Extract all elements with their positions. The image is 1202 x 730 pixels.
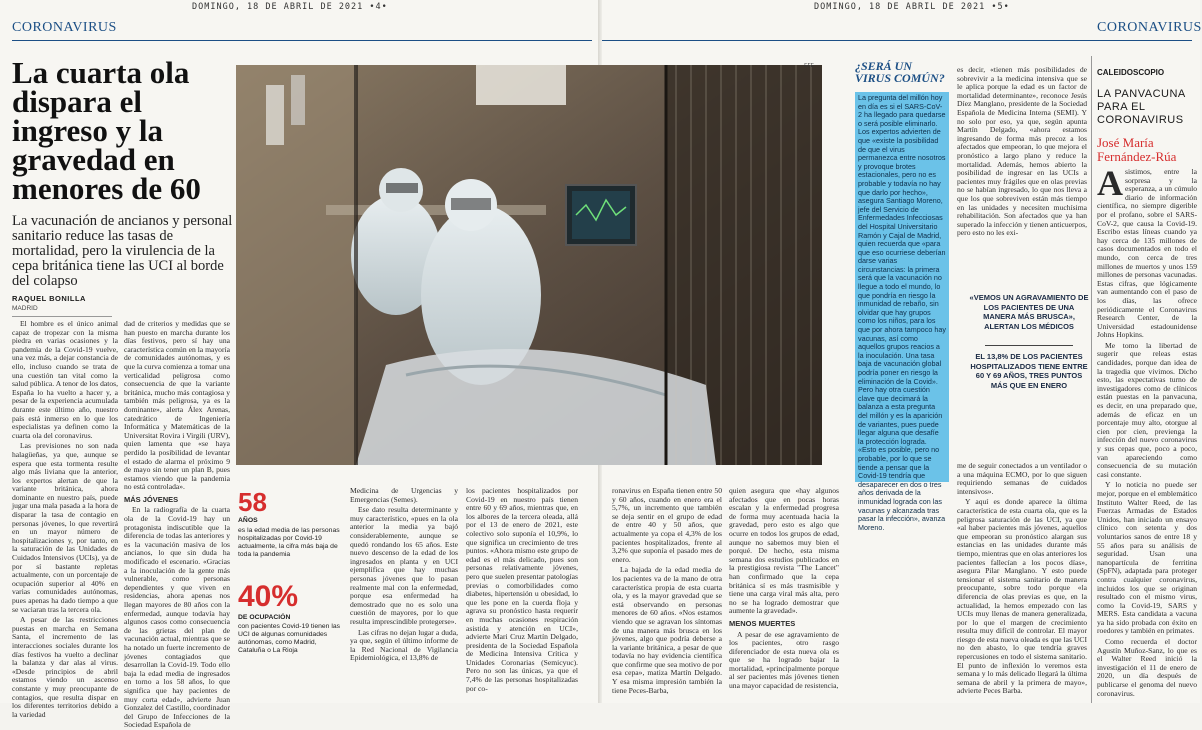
paragraph: Medicina de Urgencias y Emergencias (Semes). (350, 486, 458, 504)
stat-58-text: es la edad media de las personas hospitalizadas por Covid-19 actualmente, la cifra más baja de toda la pandemia (238, 527, 340, 558)
headline: La cuarta ola dispara el ingreso y la gravedad en menores de 60 (12, 55, 201, 206)
paragraph: Y aquí es donde aparece la última característica de esta cuarta ola, que es la peligrosa saturación de las UCI, ya que «al haber pacientes más jóvenes, aquellos que empeoran su pronóstico alargan sus estancias en las unidades durante más tiempo, mientras que en olas anteriores los pacientes fallecían a los pocos días», asegura Pilar Manglano. Y esto puede tensionar el sistema sanitario de manera preocupante, sobre todo porque «la diferencia de olas previas es que, en la actualidad, la hemos empezado con las UCIs muy llenas de manera generalizada, por lo que el margen de crecimiento resulta muy difícil de controlar. El mayor riesgo de esta nueva oleada es que las UCI no den abasto, lo que tendría graves repercusiones en todo el sistema sanitario. El punto de inflexión lo veremos esta semana y lo más delicado llegará la última semana de abril y la primera de mayo», advierte Peces Barba. (957, 497, 1087, 696)
paragraph: quien asegura que «hay algunos afectados que en pocas horas escalan y la enfermedad progresa de forma muy acentuada hacia la gravedad, pero esto es algo que ocurre en todos los grupos de edad, aunque no sabemos muy bien el porqué. De hecho, esta misma semana dos estudios publicados en la prestigiosa revista "The Lancet" han confirmado que la cepa británica sí es más trasmisible y tiene una carga viral más alta, pero no se ha logrado demostrar que aumente la gravedad». (729, 486, 839, 616)
paragraph: ronavirus en España tienen entre 50 y 60 años, cuando en enero era el 5,7%, un incremento que también se deja sentir en el grupo de edad de entre 40 y 50 años, que actualmente ya copa el 4,3% de los pacientes hospitalizados, frente al 3,2% que suponía el pasado mes de enero. (612, 486, 722, 564)
paragraph: los pacientes hospitalizados por Covid-19 en nuestro país tienen entre 60 y 69 años, mientras que, en los albores de la tercera oleada, allá por el 13 de enero de 2021, este colectivo solo suponía el 10,9%, lo que significa un crecimiento de tres puntos. «Ahora mismo este grupo de edad es el más delicado, pues son personas relativamente jóvenes, pero que suelen presentar patologías previas o comorbilidades como diabetes, hipertensión u obesidad, lo que les pone en la cuerda floja y agrava su pronóstico hasta requerir en muchas ocasiones respiración asistida y atención en UCI», advierte Mari Cruz Martín Delgado, presidenta de la Sociedad Española de Medicina Intensiva Crítica y Unidades Coronarias (Semicyuc). Pero no son las únicas, ya que el 7,4% de las personas hospitalizadas por co- (466, 486, 578, 693)
pullquote-2: EL 13,8% DE LOS PACIENTES HOSPITALIZADOS TIENE ENTRE 60 Y 69 AÑOS, TRES PUNTOS MÁS QUE EN ENERO (970, 352, 1088, 390)
paragraph: La bajada de la edad media de los pacientes va de la mano de otra característica propia de esta cuarta ola, y es la mayor gravedad que se está observando en personas menores de 60 años. «Nos estamos viendo que se agravan los síntomas de una manera más brusca en los jóvenes, algo que podría deberse a la variante británica, a pesar de que todavía no hay evidencia científica que confirme que sea motivo de por esa cepa», matiza Martín Delgado. Y esa misma impresión también la tiene Peces-Barba, (612, 565, 722, 695)
byline-rule (12, 316, 112, 317)
deck: La vacunación de ancianos y personal sanitario reduce las tasas de mortalidad, pero la virulencia de la cepa británica tiene las UCI al borde del colapso (12, 213, 233, 289)
stat-58-value: 58 (238, 487, 267, 517)
paragraph: Me tomo la libertad de sugerir que releas estas candidades, porque dan idea de la tragedia que vivimos. Dicho esto, las expectativas turno de investigadores como de clínicos están puestas en la panvacuna, es decir, en una preparado que, además de eficaz en un porcentaje muy alto, otorgue al cien por cien, previenga la infección del nuevo coronavirus y sus cepas que, poco a poco, van apareciendo como consecuencia de su mutación casi constante. (1097, 340, 1197, 479)
opinion-body (1097, 163, 1197, 703)
pullquote-rule (985, 345, 1073, 346)
paragraph: Y lo noticia no puede ser mejor, porque en el emblemático Instituto Walter Reed, de las Fuerzas Armadas de Estados Unidos, han iniciado un ensayo clínico con setenta y dos voluntarios sanos de entre 18 y 55 años para su análisis de seguridad. Usan una nanopartícula de ferritina (SpFN), adaptada para proteger contra cualquier coronavirus, incluidos los que se originan resultado con el mismo virus, como la Covid-19, SARS y MERS. Esta candidata a vacuna ya ha sido probada con éxito en roedores y también en primates. (1097, 480, 1197, 636)
sidebar-text: La pregunta del millón hoy en día es si el SARS-CoV-2 ha llegado para quedarse o será posible eliminarlo. Los expertos advierten de que «existe la posibilidad de que el virus permanezca entre nosotros y provoque brotes estacionales, pero no es probable y todavía no hay que darlo por hecho», asegura Santiago Moreno, jefe del Servicio de Enfermedades Infecciosas del Hospital Universitario Ramón y Cajal de Madrid, quien recuerda que «para que eso ocurriese deberían darse varias circunstancias: la primera será que la vacunación no llegue a todo el mundo, lo que pondría en riesgo la inmunidad de rebaño, sin olvidar que hay grupos como los niños, para los que por ahora tampoco hay vacunas, así como aquellos grupos reacios a la inoculación. Una tasa baja de vacunación global podría poner en riesgo la eliminación de la Covid». Pero hay otra cuestión clave que decimará la balanza a esta pregunta del millón y es la aparición de variantes, pues puede llegar alguna que desafíe la protección lograda. «Esto es posible, pero no probable, por lo que se tiende a pensar que la Covid-19 tendría que desaparecer en dos o tres años derivada de la inmunidad lograda con las vacunas y alcanzada tras pasar la infección», avanza Moreno. (858, 93, 946, 532)
body-column-1 (12, 319, 118, 719)
subhead-mas-jovenes: MÁS JÓVENES (124, 494, 179, 504)
stat-40-unit: DE OCUPACIÓN (238, 614, 291, 621)
paragraph: dad de criterios y medidas que se han puesto en marcha durante los días festivos, pero sí hay una característica común en la mayoría de comunidades autónomas, y es que la curva comienza a tomar una verticalidad peligrosa como consecuencia de que la variante británica, mucho más contagiosa y también más peligrosa, ya es la dominante», alerta Álex Arenas, catedrático de Ingeniería Informática y Matemáticas de la Universitat Rovira i Virgili (URV), quien lamenta que «se haya perdido la posibilidad de levantar el estado de alarma el próximo 9 de mayo sin tener un plan B, pues estamos viendo que la pandemia no está controlada». (124, 319, 231, 492)
section-label-left: CORONAVIRUS (12, 20, 117, 35)
paragraph: A pesar de las restricciones puestas en marcha en Semana Santa, el incremento de las interacciones sociales durante los días festivos ha vuelto a declinar la balanza y dar alas al virus. «Desde principios de abril estamos viendo un ascenso constante y muy preocupante de contagios, que resulta dispar en los diferentes territorios debido a la variedad (12, 615, 118, 719)
paragraph: es decir, «tienen más posibilidades de sobrevivir a la medicina intensiva que se le aplica porque la edad es un factor de mortalidad determinante», reconoce Jesús Díez Manglano, presidente de la Sociedad Española de Medicina Interna (SEMI). Y no solo por eso, ya que, según apunta Martín Delgado, «ahora estamos ingresando de forma más precoz a los afectados que empeoran, lo que mejora el pronóstico a largo plano y reduce la mortalidad. Además, hemos abierto la posibilidad de ingresar en las UCIs a pacientes muy frágiles que en olas previas no se habían ingresado, lo que nos lleva a que los que sobreviven están más tiempo en las unidades y necesiten muchísima rehabilitación. Son afectados que ya han superado la infección y tienen anticuerpos, pero esto no les exi- (957, 65, 1087, 238)
body-column-6 (729, 487, 839, 703)
body-column-7 (957, 66, 1087, 278)
paragraph: A pesar de ese agravamiento de los pacientes, otro rasgo diferenciador de esta nueva ola es que se ha logrado bajar la mortalidad, «principalmente porque al ser pacientes más jóvenes tienen una mayor capacidad de resistencia, (729, 629, 839, 691)
stat-58-unit: AÑOS (238, 517, 258, 524)
paragraph: Ese dato resulta determinante y muy característico, «pues en la ola anterior la media ya bajó considerablemente, aunque se quedó rondando los 65 años. Este nuevo descenso de la edad de los ingresados en planta y en UCI ejemplifica que hay muchas personas jóvenes que lo pasan realmente mal con la enfermedad, porque esa enfermedad ha demostrado que no es solo una cuestión de mayores, por lo que resulta imprescindible protegerse». (350, 505, 458, 626)
sidebar-title: ¿SERÁ UN VIRUS COMÚN? (855, 59, 945, 85)
subhead-menos-muertes: MENOS MUERTES (729, 618, 796, 628)
body-column-8 (957, 462, 1087, 703)
body-column-4 (466, 487, 578, 703)
paragraph: Las cifras no dejan lugar a duda, ya que, según el último informe de la Red Nacional de Vigilancia Epidemiológica, el 13,8% de (350, 627, 458, 663)
folio-left: DOMINGO, 18 DE ABRIL DE 2021 •4• (192, 2, 388, 12)
opinion-author: José María Fernández-Rúa (1097, 135, 1177, 164)
stat-40-value: 40% (238, 580, 299, 613)
folio-right: DOMINGO, 18 DE ABRIL DE 2021 •5• (814, 2, 1010, 12)
icu-photo-illustration (236, 65, 822, 465)
pullquote-1: «VEMOS UN AGRAVAMIENTO DE LOS PACIENTES DE UNA MANERA MÁS BRUSCA», ALERTAN LOS MÉDICOS (969, 293, 1089, 331)
paragraph: Las previsiones no son nada halagüeñas, ya que, aunque se espera que esta tormenta resulte algo más liviana que la anterior, los expertos alertan de que la variante británica, ahora dominante en nuestro país, puede jugar una mala pasada a la hora de disparar la tasa de contagio en personas jóvenes, lo que revertirá en un mayor número de hospitalizaciones y, por tanto, en la saturación de las Unidades de Cuidados Intensivos (UCIs), ya de por sí bastante repletas actualmente, con un porcentaje de ocupación superior al 40% en varias comunidades autónomas, pues apenas ha dado tiempo a que se vaciaran tras la tercera ola. (12, 441, 118, 614)
photo-credit: EFE (804, 63, 814, 69)
section-rule-right (602, 40, 1192, 41)
body-column-3 (350, 487, 458, 703)
byline-city: MADRID (12, 305, 38, 312)
sidebar-box (855, 92, 949, 532)
paragraph: En la radiografía de la cuarta ola de la Covid-19 hay un protagonista indiscutible que la diferencia de todas las anteriores y es la vacunación masiva de los ancianos, lo que sin duda ha modificado el escenario. «Gracias a la inoculación de la gente más vulnerable, como personas dependientes y que viven en residencias, ahora apenas nos llegan mayores de 80 años con la enfermedad, aunque todavía hay algunos casos como consecuencia de las grietas del plan de vacunación actual, mientras que se ha notado un fuerte incremento de jóvenes contagiados que desarrollan la Covid-19. Todo ello baja la edad media de ingresados en torno a los 58 años, lo que significa que hay pacientes de muy corta edad», advierte Juan Gonzalez del Castillo, coordinador del Grupo de Infecciones de la Sociedad Española de (124, 505, 230, 730)
byline: RAQUEL BONILLA (12, 294, 86, 303)
paragraph: sistimos, entre la sorpresa y la esperanza, a un cúmulo diario de información científica, no siempre digerible por el profano, sobre el SARS-CoV-2, que causa la Covid-19. Escribo estas líneas cuando ya hay cerca de 135 millones de casos documentados en todo el mundo, con cerca de tres millones de muertos y unos 159 millones de personas vacunadas. Estas cifras, que lógicamente van aumentando con el paso de los días, las ofrece periódicamente el Coronavirus Research Center, de la Universidad estadounidense Johns Hopkins. (1097, 167, 1197, 340)
body-column-5 (612, 487, 722, 703)
column-separator (1091, 56, 1092, 703)
paragraph: Como recuerda el doctor Agustín Muñoz-Sanz, lo que es el Walter Reed inició la investigación el 11 de enero de 2020, un día después de publicarse el genoma del nuevo coronavirus. (1097, 637, 1197, 698)
section-label-right: CORONAVIRUS (1097, 20, 1202, 35)
dropcap: A (1097, 163, 1123, 203)
icu-photo (236, 65, 822, 465)
paragraph: El hombre es el único animal capaz de tropezar con la misma piedra en varias ocasiones y la pandemia de la Covid-19 vuelve, una vez más, a dejar constancia de ello, incluso cuando se trata de una cuestión tan vital como la salud pública. A tenor de los datos, España lo ha vuelto a hacer y, a pesar de la experiencia acumulada durante este último año, nuestro país está inmerso en lo que los especialistas ya definen como la cuarta ola del coronavirus. (12, 319, 118, 440)
paragraph: me de seguir conectados a un ventilador o a una máquina ECMO, por lo que siguen requiriendo semanas de cuidados intensivos». (957, 461, 1087, 496)
body-column-2 (124, 319, 231, 730)
opinion-section-label: CALEIDOSCOPIO (1097, 68, 1165, 77)
opinion-title: LA PANVACUNA PARA EL CORONAVIRUS (1097, 88, 1186, 126)
section-rule-left (12, 40, 592, 41)
stat-40-text: con pacientes Covid-19 tienen las UCI de algunas comunidades autónomas, como Madrid, Cataluña o La Rioja (238, 623, 341, 654)
